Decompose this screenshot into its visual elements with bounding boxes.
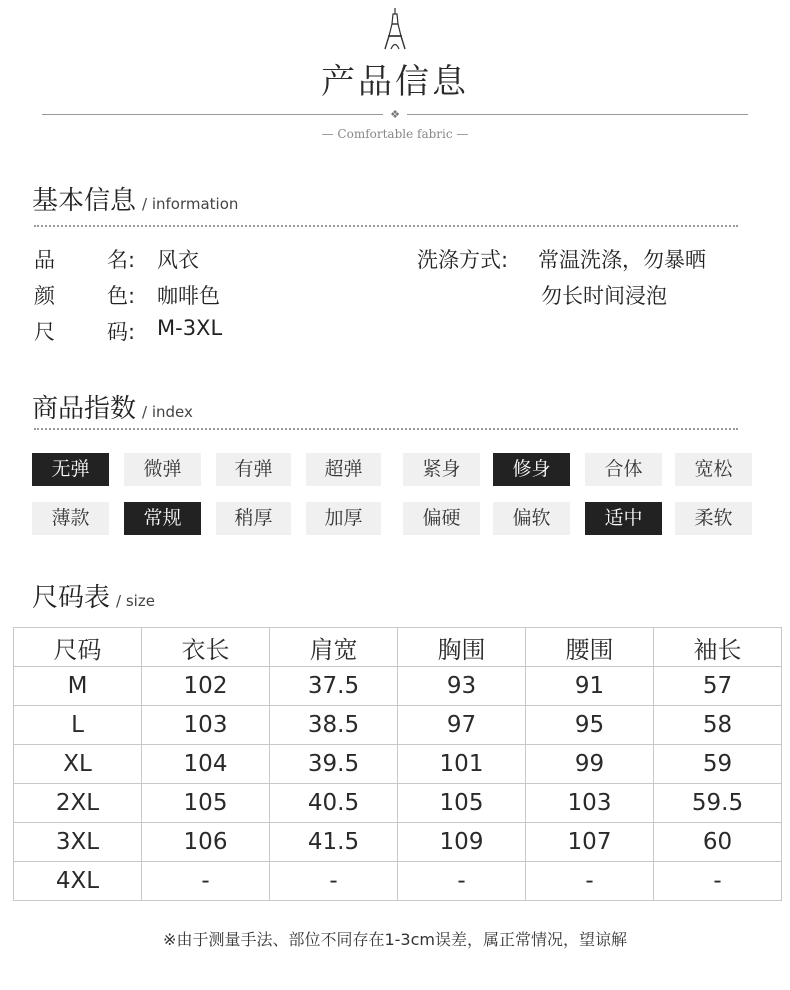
dotted-divider	[34, 428, 738, 430]
table-cell: 104	[142, 745, 270, 784]
dotted-divider	[34, 225, 738, 227]
info-label-char1: 尺	[34, 320, 55, 344]
table-cell: 93	[398, 667, 526, 706]
table-cell: 57	[654, 667, 782, 706]
table-cell: 59	[654, 745, 782, 784]
info-value: 风衣	[157, 248, 199, 272]
table-cell: -	[270, 862, 398, 901]
table-cell: 103	[142, 706, 270, 745]
measurement-footnote: ※由于测量手法、部位不同存在1-3cm误差，属正常情况，望谅解	[163, 930, 627, 949]
table-header-row	[14, 628, 782, 667]
table-cell: 105	[142, 784, 270, 823]
index-chip-fit-3: 合体	[585, 453, 662, 486]
index-chip-softness-4: 柔软	[675, 502, 752, 535]
table-cell: 109	[398, 823, 526, 862]
table-cell: 105	[398, 784, 526, 823]
column-header: 胸围	[398, 628, 526, 667]
section-title-size	[32, 577, 155, 614]
column-header: 腰围	[526, 628, 654, 667]
index-chip-elasticity-4: 超弹	[306, 453, 381, 486]
diamond-ornament-icon: ❖	[390, 108, 400, 121]
section-title-text: 尺码表	[32, 583, 111, 613]
divider-right	[407, 114, 748, 115]
table-cell: 103	[526, 784, 654, 823]
table-cell: -	[398, 862, 526, 901]
table-cell: 38.5	[270, 706, 398, 745]
index-chip-fit-1: 紧身	[403, 453, 480, 486]
table-cell: L	[14, 706, 142, 745]
table-cell: 37.5	[270, 667, 398, 706]
info-label-char2: 名:	[107, 248, 136, 272]
table-row	[14, 667, 782, 706]
info-label-char1: 颜	[34, 284, 55, 308]
table-cell: 3XL	[14, 823, 142, 862]
index-chip-softness-2: 偏软	[493, 502, 570, 535]
table-cell: 59.5	[654, 784, 782, 823]
table-row	[14, 706, 782, 745]
table-row	[14, 784, 782, 823]
wash-label: 洗涤方式:	[417, 248, 509, 272]
divider-left	[42, 114, 383, 115]
index-chip-elasticity-2: 微弹	[124, 453, 201, 486]
table-cell: 107	[526, 823, 654, 862]
info-label-char1: 品	[34, 248, 55, 272]
table-cell: -	[654, 862, 782, 901]
index-chip-elasticity-3: 有弹	[216, 453, 291, 486]
table-cell: 106	[142, 823, 270, 862]
table-cell: 4XL	[14, 862, 142, 901]
column-header: 肩宽	[270, 628, 398, 667]
table-cell: 58	[654, 706, 782, 745]
table-cell: -	[142, 862, 270, 901]
info-value: M-3XL	[157, 316, 223, 340]
index-chip-thickness-2: 常规	[124, 502, 201, 535]
section-title-basic-info	[32, 180, 238, 217]
page-subtitle: — Comfortable fabric —	[321, 127, 469, 141]
table-row	[14, 862, 782, 901]
table-row	[14, 823, 782, 862]
table-cell: XL	[14, 745, 142, 784]
wash-value-line2: 勿长时间浸泡	[541, 284, 667, 308]
info-label-char2: 色:	[107, 284, 136, 308]
index-chip-thickness-4: 加厚	[306, 502, 381, 535]
index-chip-thickness-3: 稍厚	[216, 502, 291, 535]
index-chip-elasticity-1: 无弹	[32, 453, 109, 486]
table-cell: -	[526, 862, 654, 901]
index-chip-fit-2: 修身	[493, 453, 570, 486]
index-chip-thickness-1: 薄款	[32, 502, 109, 535]
table-cell: 40.5	[270, 784, 398, 823]
section-title-en: / index	[142, 403, 193, 421]
column-header: 袖长	[654, 628, 782, 667]
table-cell: 102	[142, 667, 270, 706]
table-cell: 95	[526, 706, 654, 745]
table-row	[14, 745, 782, 784]
wash-value-line1: 常温洗涤，勿暴晒	[538, 248, 706, 272]
section-title-en: / information	[142, 195, 239, 213]
table-cell: M	[14, 667, 142, 706]
index-chip-softness-3: 适中	[585, 502, 662, 535]
info-value: 咖啡色	[157, 284, 220, 308]
page-title: 产品信息	[321, 62, 469, 102]
table-cell: 60	[654, 823, 782, 862]
section-title-index	[32, 388, 193, 425]
column-header: 衣长	[142, 628, 270, 667]
section-title-text: 基本信息	[32, 186, 137, 216]
table-cell: 41.5	[270, 823, 398, 862]
section-title-en: / size	[116, 592, 155, 610]
column-header: 尺码	[14, 628, 142, 667]
table-cell: 97	[398, 706, 526, 745]
table-cell: 39.5	[270, 745, 398, 784]
info-label-char2: 码:	[107, 320, 136, 344]
size-table	[13, 627, 782, 901]
eiffel-tower-icon	[383, 8, 407, 50]
index-chip-softness-1: 偏硬	[403, 502, 480, 535]
index-chip-fit-4: 宽松	[675, 453, 752, 486]
table-cell: 99	[526, 745, 654, 784]
table-cell: 101	[398, 745, 526, 784]
table-cell: 91	[526, 667, 654, 706]
table-cell: 2XL	[14, 784, 142, 823]
section-title-text: 商品指数	[32, 394, 137, 424]
